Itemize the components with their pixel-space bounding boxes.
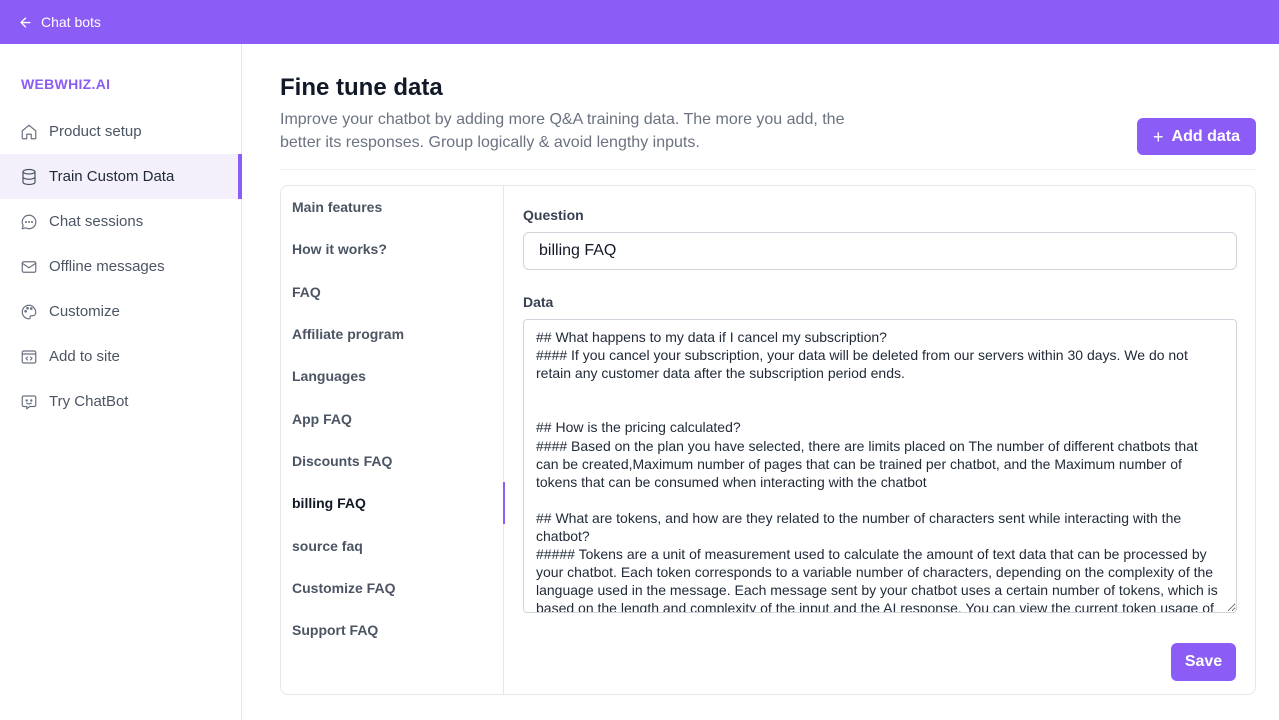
back-label: Chat bots	[41, 14, 101, 30]
page-description: Improve your chatbot by adding more Q&A training data. The more you add, the better its responses. Group logically & avoid lengthy inputs.	[280, 111, 845, 151]
sidebar-item-try-chatbot[interactable]	[0, 379, 242, 424]
training-data-card	[280, 185, 1256, 695]
sidebar-item-label: Product setup	[49, 123, 142, 140]
topic-item-languages[interactable]: Languages	[292, 368, 366, 385]
top-bar	[0, 0, 1279, 44]
question-label: Question	[523, 207, 584, 223]
database-icon	[20, 168, 38, 186]
add-data-label: Add data	[1171, 127, 1240, 145]
topic-item-discounts-faq[interactable]: Discounts FAQ	[292, 452, 393, 469]
back-to-chatbots-link[interactable]	[18, 14, 101, 30]
sidebar-item-label: Add to site	[49, 348, 120, 365]
topic-item-support-faq[interactable]: Support FAQ	[292, 622, 379, 639]
topic-item-billing-faq[interactable]: billing FAQ	[281, 482, 504, 524]
sidebar	[0, 44, 242, 720]
sidebar-item-offline-messages[interactable]	[0, 244, 242, 289]
topic-list	[281, 186, 504, 694]
sidebar-item-label: Train Custom Data	[49, 168, 175, 185]
topic-item-app-faq[interactable]: App FAQ	[292, 410, 352, 427]
topic-item-faq[interactable]: FAQ	[292, 283, 321, 300]
save-button[interactable]: Save	[1171, 643, 1236, 681]
sidebar-item-chat-sessions[interactable]	[0, 199, 242, 244]
sidebar-item-label: Offline messages	[49, 258, 165, 275]
bot-icon	[20, 393, 38, 411]
topic-item-source-faq[interactable]: source faq	[292, 537, 363, 554]
mail-icon	[20, 258, 38, 276]
data-textarea[interactable]	[523, 319, 1237, 613]
topic-item-main-features[interactable]: Main features	[292, 199, 383, 216]
main-content	[242, 44, 1279, 720]
sidebar-item-label: Chat sessions	[49, 213, 144, 230]
sidebar-item-product-setup[interactable]	[0, 109, 242, 154]
topic-item-how-it-works[interactable]: How it works?	[292, 241, 387, 258]
chat-bubble-icon	[20, 213, 38, 231]
sidebar-item-customize[interactable]	[0, 289, 242, 334]
question-input[interactable]	[523, 232, 1237, 270]
page-title: Fine tune data	[280, 74, 443, 101]
sidebar-item-train-custom-data[interactable]	[0, 154, 242, 199]
plus-icon: +	[1153, 126, 1164, 147]
palette-icon	[20, 303, 38, 321]
topic-item-customize-faq[interactable]: Customize FAQ	[292, 579, 396, 596]
sidebar-nav	[0, 109, 242, 424]
sidebar-item-add-to-site[interactable]	[0, 334, 242, 379]
arrow-left-icon	[18, 15, 33, 30]
topic-item-affiliate-program[interactable]: Affiliate program	[292, 326, 405, 343]
home-icon	[20, 123, 38, 141]
divider	[280, 169, 1256, 170]
code-window-icon	[20, 348, 38, 366]
sidebar-item-label: Customize	[49, 303, 120, 320]
brand-logo[interactable]: WEBWHIZ.AI	[21, 76, 111, 92]
add-data-button[interactable]	[1137, 118, 1256, 155]
sidebar-item-label: Try ChatBot	[49, 393, 129, 410]
topic-editor	[504, 186, 1256, 694]
data-label: Data	[523, 294, 554, 310]
